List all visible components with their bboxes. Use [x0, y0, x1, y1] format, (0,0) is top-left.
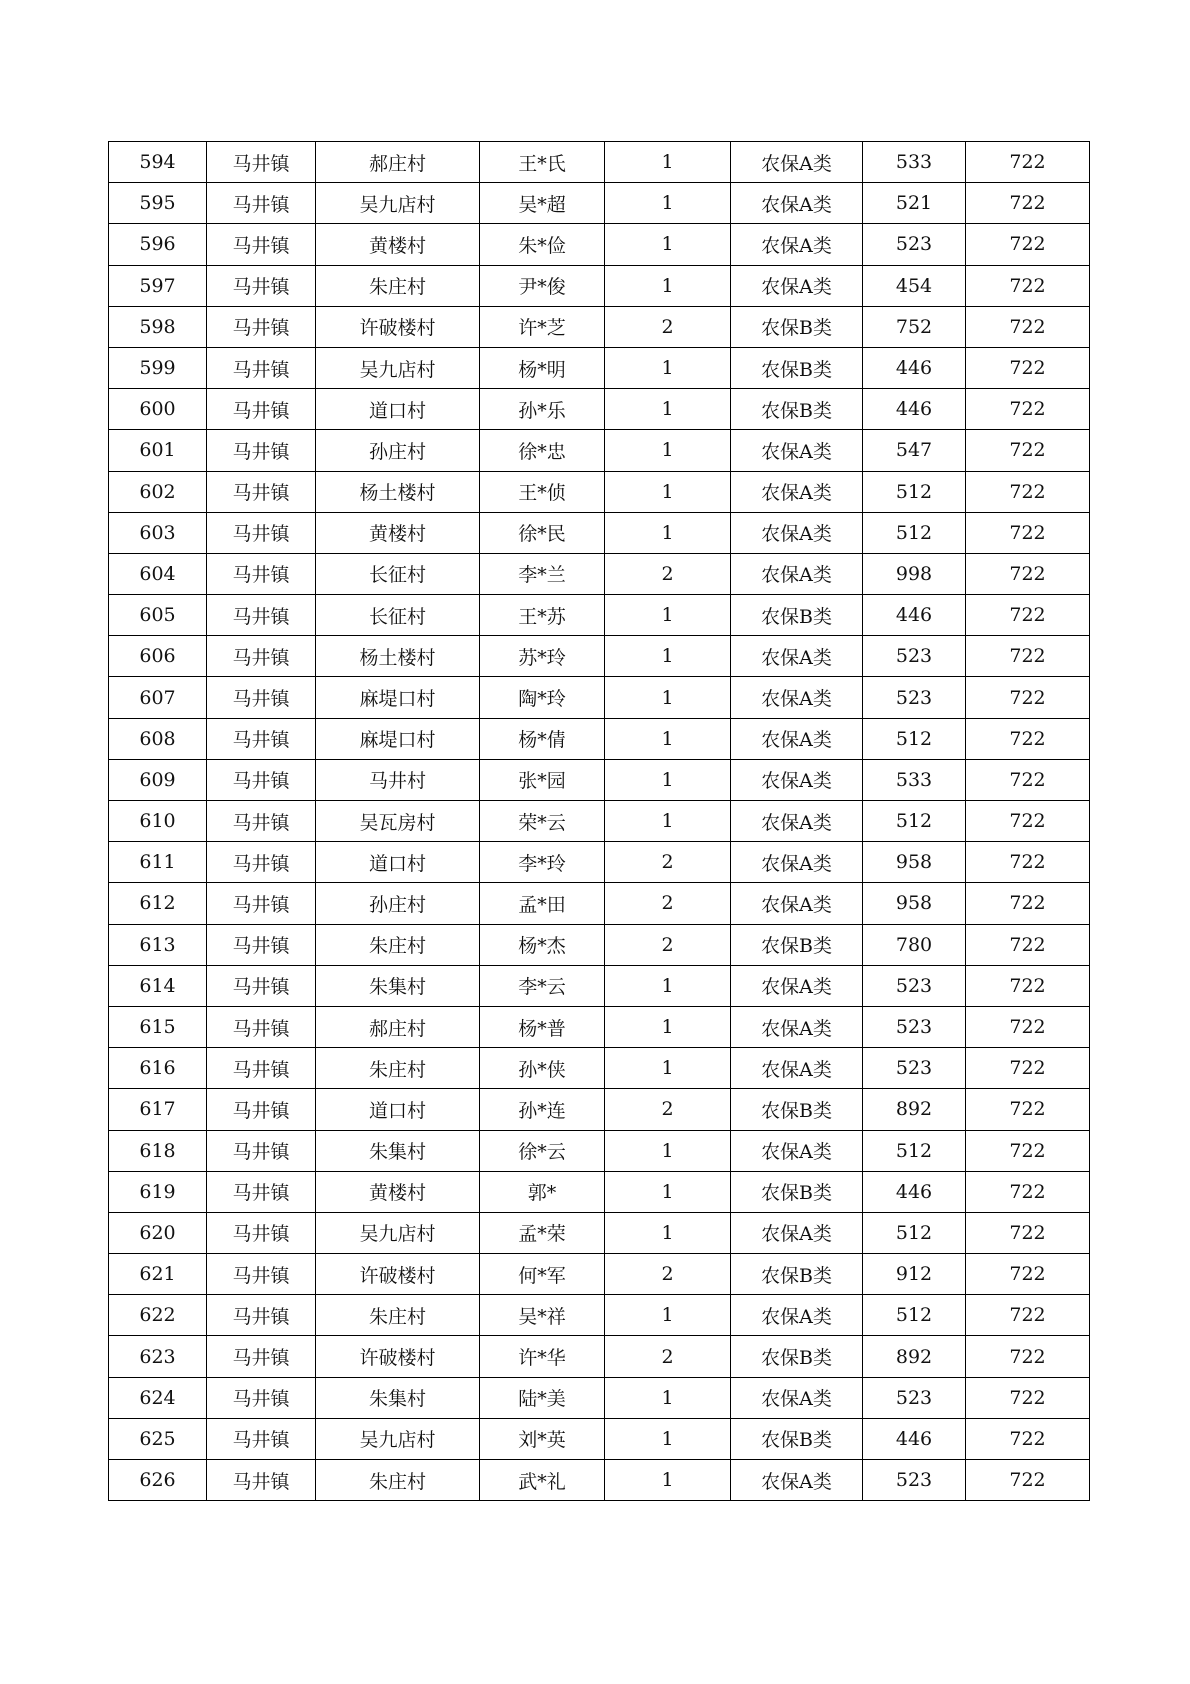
standard-cell: 722: [966, 1171, 1090, 1212]
standard-cell: 722: [966, 142, 1090, 183]
standard-cell: 722: [966, 1006, 1090, 1047]
category-cell: 农保A类: [731, 759, 863, 800]
table-row: [109, 265, 1090, 306]
household-size-cell: 2: [605, 883, 731, 924]
table-row: [109, 595, 1090, 636]
name-cell: 吴*祥: [480, 1295, 605, 1336]
standard-cell: 722: [966, 801, 1090, 842]
standard-cell: 722: [966, 224, 1090, 265]
village-cell: 许破楼村: [316, 1336, 480, 1377]
serial-number-cell: 608: [109, 718, 207, 759]
household-size-cell: 1: [605, 183, 731, 224]
table-row: [109, 1418, 1090, 1459]
serial-number-cell: 609: [109, 759, 207, 800]
town-cell: 马井镇: [207, 553, 316, 594]
standard-cell: 722: [966, 1460, 1090, 1501]
amount-cell: 512: [863, 1212, 966, 1253]
category-cell: 农保A类: [731, 553, 863, 594]
amount-cell: 547: [863, 430, 966, 471]
table-row: [109, 1336, 1090, 1377]
category-cell: 农保A类: [731, 1377, 863, 1418]
amount-cell: 446: [863, 595, 966, 636]
name-cell: 武*礼: [480, 1460, 605, 1501]
table-row: [109, 142, 1090, 183]
household-size-cell: 1: [605, 512, 731, 553]
category-cell: 农保A类: [731, 883, 863, 924]
serial-number-cell: 611: [109, 842, 207, 883]
town-cell: 马井镇: [207, 924, 316, 965]
serial-number-cell: 604: [109, 553, 207, 594]
village-cell: 吴九店村: [316, 1212, 480, 1253]
village-cell: 朱集村: [316, 965, 480, 1006]
town-cell: 马井镇: [207, 759, 316, 800]
serial-number-cell: 614: [109, 965, 207, 1006]
category-cell: 农保A类: [731, 142, 863, 183]
table-row: [109, 1089, 1090, 1130]
serial-number-cell: 624: [109, 1377, 207, 1418]
standard-cell: 722: [966, 430, 1090, 471]
category-cell: 农保A类: [731, 512, 863, 553]
amount-cell: 512: [863, 1130, 966, 1171]
category-cell: 农保A类: [731, 430, 863, 471]
town-cell: 马井镇: [207, 965, 316, 1006]
household-size-cell: 1: [605, 389, 731, 430]
standard-cell: 722: [966, 265, 1090, 306]
standard-cell: 722: [966, 759, 1090, 800]
category-cell: 农保A类: [731, 677, 863, 718]
amount-cell: 912: [863, 1254, 966, 1295]
town-cell: 马井镇: [207, 595, 316, 636]
standard-cell: 722: [966, 1089, 1090, 1130]
household-size-cell: 1: [605, 636, 731, 677]
name-cell: 孙*乐: [480, 389, 605, 430]
household-size-cell: 1: [605, 718, 731, 759]
table-row: [109, 347, 1090, 388]
amount-cell: 533: [863, 142, 966, 183]
name-cell: 张*园: [480, 759, 605, 800]
town-cell: 马井镇: [207, 1006, 316, 1047]
amount-cell: 533: [863, 759, 966, 800]
village-cell: 郝庄村: [316, 1006, 480, 1047]
category-cell: 农保B类: [731, 306, 863, 347]
amount-cell: 512: [863, 1295, 966, 1336]
table-row: [109, 1460, 1090, 1501]
town-cell: 马井镇: [207, 842, 316, 883]
category-cell: 农保B类: [731, 595, 863, 636]
town-cell: 马井镇: [207, 1377, 316, 1418]
household-size-cell: 1: [605, 1460, 731, 1501]
town-cell: 马井镇: [207, 636, 316, 677]
name-cell: 杨*明: [480, 347, 605, 388]
category-cell: 农保A类: [731, 965, 863, 1006]
standard-cell: 722: [966, 1254, 1090, 1295]
standard-cell: 722: [966, 1377, 1090, 1418]
household-size-cell: 1: [605, 759, 731, 800]
table-row: [109, 965, 1090, 1006]
name-cell: 陶*玲: [480, 677, 605, 718]
household-size-cell: 1: [605, 1377, 731, 1418]
town-cell: 马井镇: [207, 1171, 316, 1212]
serial-number-cell: 621: [109, 1254, 207, 1295]
table-row: [109, 553, 1090, 594]
amount-cell: 512: [863, 512, 966, 553]
household-size-cell: 1: [605, 471, 731, 512]
household-size-cell: 1: [605, 265, 731, 306]
town-cell: 马井镇: [207, 1460, 316, 1501]
amount-cell: 523: [863, 677, 966, 718]
town-cell: 马井镇: [207, 1418, 316, 1459]
serial-number-cell: 626: [109, 1460, 207, 1501]
table-row: [109, 183, 1090, 224]
category-cell: 农保B类: [731, 1089, 863, 1130]
name-cell: 刘*英: [480, 1418, 605, 1459]
table-row: [109, 224, 1090, 265]
village-cell: 麻堤口村: [316, 718, 480, 759]
village-cell: 许破楼村: [316, 306, 480, 347]
serial-number-cell: 594: [109, 142, 207, 183]
table-row: [109, 430, 1090, 471]
household-size-cell: 2: [605, 924, 731, 965]
name-cell: 杨*倩: [480, 718, 605, 759]
standard-cell: 722: [966, 718, 1090, 759]
category-cell: 农保B类: [731, 389, 863, 430]
name-cell: 许*芝: [480, 306, 605, 347]
household-size-cell: 1: [605, 142, 731, 183]
serial-number-cell: 616: [109, 1048, 207, 1089]
name-cell: 郭*: [480, 1171, 605, 1212]
village-cell: 郝庄村: [316, 142, 480, 183]
village-cell: 黄楼村: [316, 224, 480, 265]
serial-number-cell: 612: [109, 883, 207, 924]
amount-cell: 892: [863, 1089, 966, 1130]
name-cell: 孙*侠: [480, 1048, 605, 1089]
standard-cell: 722: [966, 595, 1090, 636]
table-row: [109, 1130, 1090, 1171]
standard-cell: 722: [966, 306, 1090, 347]
town-cell: 马井镇: [207, 1048, 316, 1089]
table-row: [109, 1048, 1090, 1089]
table-body: [109, 142, 1090, 1501]
category-cell: 农保B类: [731, 924, 863, 965]
category-cell: 农保A类: [731, 801, 863, 842]
category-cell: 农保B类: [731, 347, 863, 388]
village-cell: 朱庄村: [316, 1460, 480, 1501]
standard-cell: 722: [966, 677, 1090, 718]
serial-number-cell: 613: [109, 924, 207, 965]
name-cell: 王*苏: [480, 595, 605, 636]
amount-cell: 512: [863, 801, 966, 842]
category-cell: 农保B类: [731, 1418, 863, 1459]
serial-number-cell: 622: [109, 1295, 207, 1336]
standard-cell: 722: [966, 1418, 1090, 1459]
category-cell: 农保A类: [731, 1130, 863, 1171]
standard-cell: 722: [966, 1048, 1090, 1089]
village-cell: 孙庄村: [316, 883, 480, 924]
standard-cell: 722: [966, 1212, 1090, 1253]
table-row: [109, 801, 1090, 842]
serial-number-cell: 618: [109, 1130, 207, 1171]
household-size-cell: 1: [605, 1295, 731, 1336]
village-cell: 吴九店村: [316, 1418, 480, 1459]
serial-number-cell: 617: [109, 1089, 207, 1130]
name-cell: 何*军: [480, 1254, 605, 1295]
table-row: [109, 759, 1090, 800]
town-cell: 马井镇: [207, 1130, 316, 1171]
serial-number-cell: 605: [109, 595, 207, 636]
category-cell: 农保B类: [731, 1171, 863, 1212]
category-cell: 农保A类: [731, 471, 863, 512]
name-cell: 李*兰: [480, 553, 605, 594]
household-size-cell: 1: [605, 1212, 731, 1253]
household-size-cell: 1: [605, 965, 731, 1006]
village-cell: 道口村: [316, 842, 480, 883]
household-size-cell: 2: [605, 553, 731, 594]
name-cell: 苏*玲: [480, 636, 605, 677]
table-row: [109, 1295, 1090, 1336]
household-size-cell: 1: [605, 801, 731, 842]
table-row: [109, 636, 1090, 677]
village-cell: 长征村: [316, 595, 480, 636]
standard-cell: 722: [966, 636, 1090, 677]
amount-cell: 780: [863, 924, 966, 965]
town-cell: 马井镇: [207, 1336, 316, 1377]
serial-number-cell: 607: [109, 677, 207, 718]
amount-cell: 523: [863, 636, 966, 677]
name-cell: 荣*云: [480, 801, 605, 842]
amount-cell: 446: [863, 347, 966, 388]
amount-cell: 446: [863, 389, 966, 430]
standard-cell: 722: [966, 883, 1090, 924]
amount-cell: 892: [863, 1336, 966, 1377]
category-cell: 农保B类: [731, 1336, 863, 1377]
table-row: [109, 306, 1090, 347]
amount-cell: 523: [863, 1048, 966, 1089]
name-cell: 王*侦: [480, 471, 605, 512]
serial-number-cell: 619: [109, 1171, 207, 1212]
town-cell: 马井镇: [207, 1089, 316, 1130]
serial-number-cell: 603: [109, 512, 207, 553]
amount-cell: 454: [863, 265, 966, 306]
category-cell: 农保A类: [731, 224, 863, 265]
table-row: [109, 842, 1090, 883]
amount-cell: 512: [863, 718, 966, 759]
village-cell: 吴九店村: [316, 347, 480, 388]
village-cell: 朱集村: [316, 1377, 480, 1418]
name-cell: 孟*荣: [480, 1212, 605, 1253]
household-size-cell: 1: [605, 1418, 731, 1459]
household-size-cell: 2: [605, 1336, 731, 1377]
name-cell: 许*华: [480, 1336, 605, 1377]
name-cell: 徐*忠: [480, 430, 605, 471]
serial-number-cell: 623: [109, 1336, 207, 1377]
village-cell: 麻堤口村: [316, 677, 480, 718]
table-row: [109, 883, 1090, 924]
category-cell: 农保A类: [731, 1006, 863, 1047]
amount-cell: 998: [863, 553, 966, 594]
village-cell: 黄楼村: [316, 512, 480, 553]
standard-cell: 722: [966, 512, 1090, 553]
town-cell: 马井镇: [207, 306, 316, 347]
village-cell: 吴九店村: [316, 183, 480, 224]
table-row: [109, 1171, 1090, 1212]
serial-number-cell: 625: [109, 1418, 207, 1459]
standard-cell: 722: [966, 1130, 1090, 1171]
standard-cell: 722: [966, 924, 1090, 965]
beneficiary-table: [108, 141, 1090, 1501]
village-cell: 孙庄村: [316, 430, 480, 471]
name-cell: 杨*普: [480, 1006, 605, 1047]
town-cell: 马井镇: [207, 718, 316, 759]
town-cell: 马井镇: [207, 389, 316, 430]
serial-number-cell: 610: [109, 801, 207, 842]
name-cell: 朱*俭: [480, 224, 605, 265]
village-cell: 马井村: [316, 759, 480, 800]
amount-cell: 958: [863, 883, 966, 924]
table-row: [109, 1377, 1090, 1418]
town-cell: 马井镇: [207, 265, 316, 306]
household-size-cell: 2: [605, 306, 731, 347]
table-row: [109, 512, 1090, 553]
standard-cell: 722: [966, 842, 1090, 883]
serial-number-cell: 597: [109, 265, 207, 306]
serial-number-cell: 620: [109, 1212, 207, 1253]
amount-cell: 446: [863, 1171, 966, 1212]
category-cell: 农保A类: [731, 1295, 863, 1336]
table-row: [109, 389, 1090, 430]
name-cell: 徐*云: [480, 1130, 605, 1171]
standard-cell: 722: [966, 1336, 1090, 1377]
table-row: [109, 1006, 1090, 1047]
household-size-cell: 1: [605, 347, 731, 388]
amount-cell: 752: [863, 306, 966, 347]
amount-cell: 523: [863, 1006, 966, 1047]
amount-cell: 523: [863, 965, 966, 1006]
town-cell: 马井镇: [207, 801, 316, 842]
household-size-cell: 1: [605, 677, 731, 718]
table-row: [109, 1254, 1090, 1295]
town-cell: 马井镇: [207, 430, 316, 471]
name-cell: 尹*俊: [480, 265, 605, 306]
village-cell: 朱庄村: [316, 1048, 480, 1089]
town-cell: 马井镇: [207, 512, 316, 553]
town-cell: 马井镇: [207, 1254, 316, 1295]
household-size-cell: 2: [605, 1254, 731, 1295]
standard-cell: 722: [966, 965, 1090, 1006]
category-cell: 农保A类: [731, 1460, 863, 1501]
village-cell: 长征村: [316, 553, 480, 594]
serial-number-cell: 601: [109, 430, 207, 471]
household-size-cell: 1: [605, 595, 731, 636]
serial-number-cell: 598: [109, 306, 207, 347]
amount-cell: 523: [863, 1377, 966, 1418]
name-cell: 杨*杰: [480, 924, 605, 965]
table-row: [109, 471, 1090, 512]
amount-cell: 523: [863, 224, 966, 265]
name-cell: 李*玲: [480, 842, 605, 883]
town-cell: 马井镇: [207, 883, 316, 924]
category-cell: 农保A类: [731, 636, 863, 677]
town-cell: 马井镇: [207, 224, 316, 265]
village-cell: 朱庄村: [316, 1295, 480, 1336]
village-cell: 吴瓦房村: [316, 801, 480, 842]
village-cell: 朱集村: [316, 1130, 480, 1171]
town-cell: 马井镇: [207, 471, 316, 512]
amount-cell: 446: [863, 1418, 966, 1459]
name-cell: 李*云: [480, 965, 605, 1006]
amount-cell: 512: [863, 471, 966, 512]
standard-cell: 722: [966, 347, 1090, 388]
town-cell: 马井镇: [207, 347, 316, 388]
serial-number-cell: 599: [109, 347, 207, 388]
standard-cell: 722: [966, 183, 1090, 224]
household-size-cell: 1: [605, 1130, 731, 1171]
household-size-cell: 1: [605, 1006, 731, 1047]
village-cell: 道口村: [316, 389, 480, 430]
category-cell: 农保B类: [731, 1254, 863, 1295]
amount-cell: 521: [863, 183, 966, 224]
serial-number-cell: 596: [109, 224, 207, 265]
amount-cell: 523: [863, 1460, 966, 1501]
village-cell: 许破楼村: [316, 1254, 480, 1295]
category-cell: 农保A类: [731, 1048, 863, 1089]
town-cell: 马井镇: [207, 142, 316, 183]
household-size-cell: 2: [605, 1089, 731, 1130]
household-size-cell: 1: [605, 224, 731, 265]
household-size-cell: 1: [605, 1048, 731, 1089]
household-size-cell: 1: [605, 1171, 731, 1212]
standard-cell: 722: [966, 389, 1090, 430]
village-cell: 黄楼村: [316, 1171, 480, 1212]
household-size-cell: 1: [605, 430, 731, 471]
village-cell: 朱庄村: [316, 265, 480, 306]
standard-cell: 722: [966, 1295, 1090, 1336]
table-row: [109, 718, 1090, 759]
category-cell: 农保A类: [731, 842, 863, 883]
table-row: [109, 1212, 1090, 1253]
village-cell: 杨土楼村: [316, 636, 480, 677]
name-cell: 孙*连: [480, 1089, 605, 1130]
serial-number-cell: 606: [109, 636, 207, 677]
name-cell: 徐*民: [480, 512, 605, 553]
name-cell: 孟*田: [480, 883, 605, 924]
category-cell: 农保A类: [731, 265, 863, 306]
category-cell: 农保A类: [731, 1212, 863, 1253]
standard-cell: 722: [966, 471, 1090, 512]
town-cell: 马井镇: [207, 677, 316, 718]
category-cell: 农保A类: [731, 183, 863, 224]
table-row: [109, 924, 1090, 965]
village-cell: 道口村: [316, 1089, 480, 1130]
serial-number-cell: 615: [109, 1006, 207, 1047]
town-cell: 马井镇: [207, 1212, 316, 1253]
name-cell: 陆*美: [480, 1377, 605, 1418]
town-cell: 马井镇: [207, 1295, 316, 1336]
serial-number-cell: 602: [109, 471, 207, 512]
name-cell: 吴*超: [480, 183, 605, 224]
category-cell: 农保A类: [731, 718, 863, 759]
amount-cell: 958: [863, 842, 966, 883]
serial-number-cell: 595: [109, 183, 207, 224]
name-cell: 王*氏: [480, 142, 605, 183]
table-row: [109, 677, 1090, 718]
serial-number-cell: 600: [109, 389, 207, 430]
village-cell: 杨土楼村: [316, 471, 480, 512]
village-cell: 朱庄村: [316, 924, 480, 965]
household-size-cell: 2: [605, 842, 731, 883]
standard-cell: 722: [966, 553, 1090, 594]
town-cell: 马井镇: [207, 183, 316, 224]
